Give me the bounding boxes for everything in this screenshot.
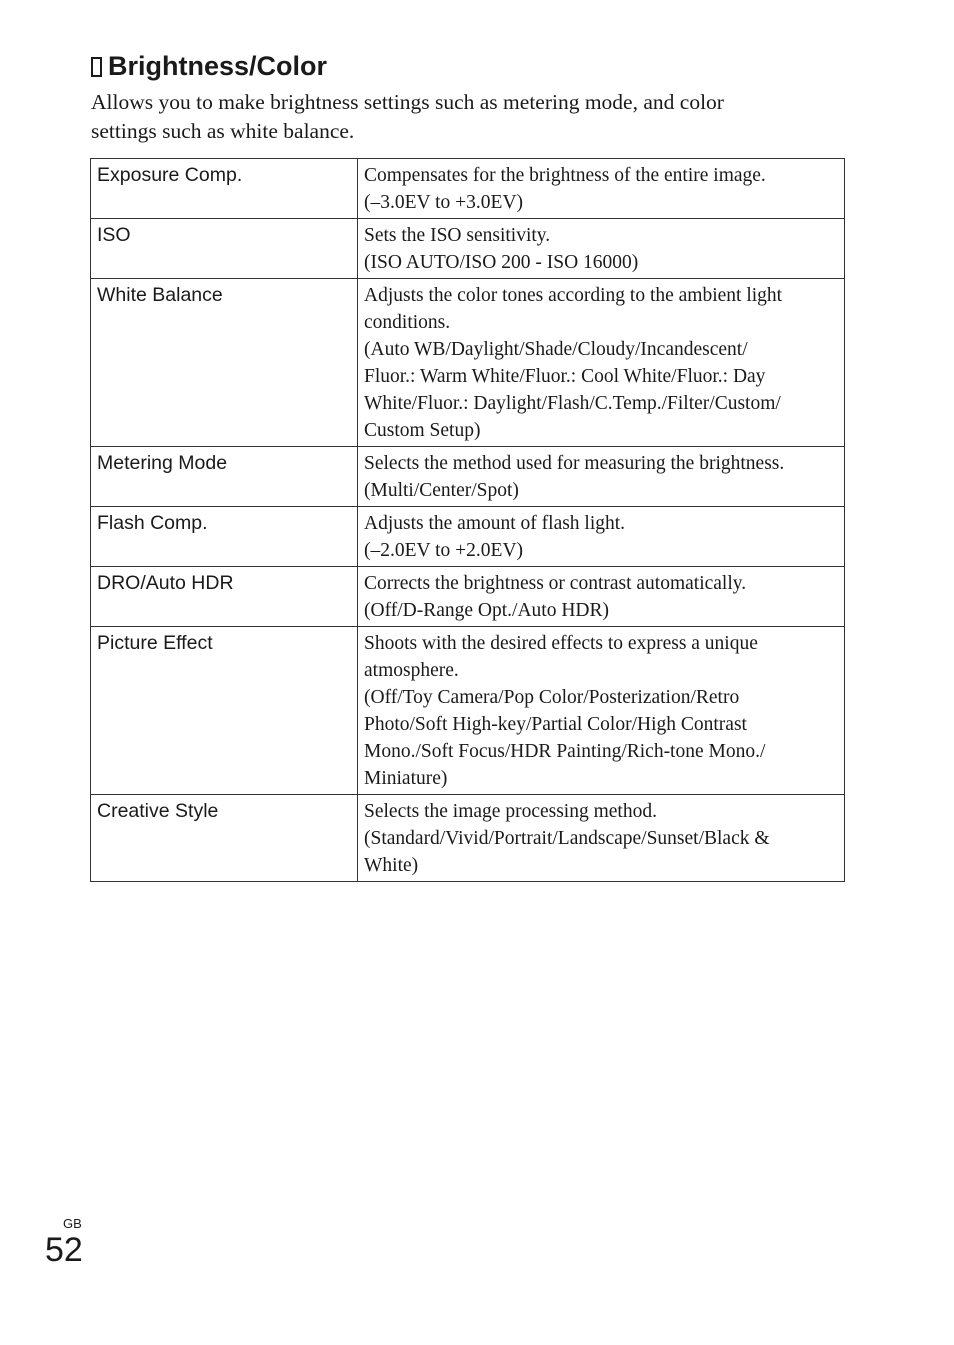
setting-name: White Balance	[91, 279, 358, 447]
setting-description	[358, 627, 845, 795]
description-line: Shoots with the desired effects to express a unique	[364, 633, 758, 654]
setting-description	[358, 219, 845, 279]
description-line: (Off/Toy Camera/Pop Color/Posterization/Retro	[364, 687, 740, 708]
description-line: (–2.0EV to +2.0EV)	[364, 540, 524, 561]
description-line: (ISO AUTO/ISO 200 - ISO 16000)	[364, 252, 639, 273]
settings-table	[90, 158, 845, 882]
setting-name: ISO	[91, 219, 358, 279]
description-line: (Auto WB/Daylight/Shade/Cloudy/Incandescent/	[364, 339, 748, 360]
setting-name: Creative Style	[91, 795, 358, 882]
section-marker-icon	[91, 57, 102, 77]
setting-description	[358, 507, 845, 567]
description-line: Mono./Soft Focus/HDR Painting/Rich-tone Mono./	[364, 741, 766, 762]
description-line: Adjusts the amount of flash light.	[364, 513, 626, 534]
table-row	[91, 795, 845, 882]
setting-name: Metering Mode	[91, 447, 358, 507]
region-code: GB	[63, 1216, 82, 1231]
description-line: Adjusts the color tones according to the ambient light	[364, 285, 783, 306]
intro-line: Allows you to make brightness settings such as metering mode, and color	[91, 90, 724, 114]
description-line: (Off/D-Range Opt./Auto HDR)	[364, 600, 609, 621]
description-line: (–3.0EV to +3.0EV)	[364, 192, 524, 213]
description-line: Selects the image processing method.	[364, 801, 657, 822]
description-line: Sets the ISO sensitivity.	[364, 225, 551, 246]
table-row	[91, 159, 845, 219]
description-line: Custom Setup)	[364, 420, 481, 441]
description-line: Selects the method used for measuring the brightness.	[364, 453, 785, 474]
setting-description	[358, 159, 845, 219]
setting-name: Picture Effect	[91, 627, 358, 795]
setting-description	[358, 567, 845, 627]
table-row	[91, 567, 845, 627]
description-line: Compensates for the brightness of the entire image.	[364, 165, 766, 186]
description-line: (Standard/Vivid/Portrait/Landscape/Sunset/Black &	[364, 828, 770, 849]
intro-line: settings such as white balance.	[91, 119, 355, 143]
page-number: 52	[45, 1231, 83, 1269]
section-intro	[91, 88, 851, 146]
page-footer	[45, 1216, 83, 1268]
setting-description	[358, 447, 845, 507]
section-heading	[91, 50, 327, 82]
table-row	[91, 627, 845, 795]
description-line: Corrects the brightness or contrast automatically.	[364, 573, 747, 594]
description-line: conditions.	[364, 312, 451, 333]
setting-description	[358, 795, 845, 882]
setting-name: Exposure Comp.	[91, 159, 358, 219]
description-line: (Multi/Center/Spot)	[364, 480, 519, 501]
description-line: White/Fluor.: Daylight/Flash/C.Temp./Filter/Custom/	[364, 393, 781, 414]
setting-description	[358, 279, 845, 447]
table-row	[91, 279, 845, 447]
description-line: Photo/Soft High-key/Partial Color/High Contrast	[364, 714, 747, 735]
setting-name: DRO/Auto HDR	[91, 567, 358, 627]
description-line: Miniature)	[364, 768, 448, 789]
section-title: Brightness/Color	[108, 51, 328, 81]
description-line: Fluor.: Warm White/Fluor.: Cool White/Fluor.: Day	[364, 366, 766, 387]
table-row	[91, 507, 845, 567]
description-line: atmosphere.	[364, 660, 459, 681]
description-line: White)	[364, 855, 419, 876]
setting-name: Flash Comp.	[91, 507, 358, 567]
table-row	[91, 447, 845, 507]
table-row	[91, 219, 845, 279]
